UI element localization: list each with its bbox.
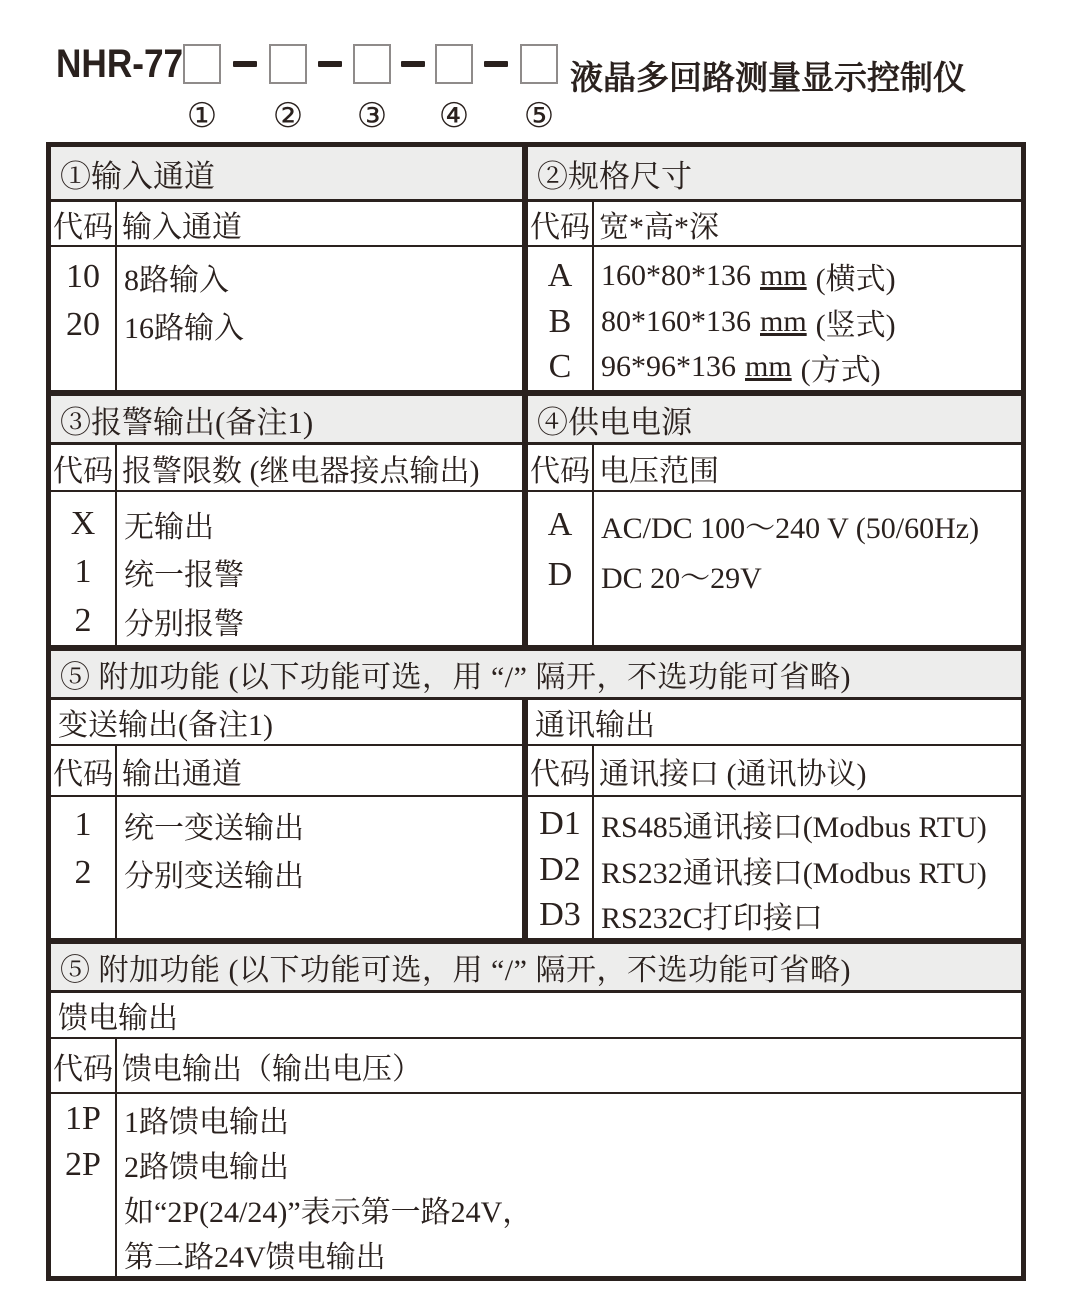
code-cell: 1 <box>74 553 92 591</box>
transmit-output-header: 变送输出(备注1) <box>51 700 528 744</box>
position-marker-3: ③ <box>356 98 388 135</box>
feed-output-header: 馈电输出 <box>51 990 1021 1037</box>
s5f-code-col-header: 代码 <box>51 1039 117 1092</box>
section5-banner: ⑤ 附加功能 (以下功能可选，用 “/” 隔开，不选功能可省略) <box>51 645 1021 697</box>
s5t-code-col-header: 代码 <box>51 746 117 795</box>
desc-cell <box>594 299 1021 345</box>
desc-cell: 无输出 <box>124 511 214 545</box>
orientation-note: (横式) <box>815 262 896 296</box>
desc-cell: AC/DC 100～240 V (50/60Hz) <box>601 512 980 545</box>
code-cell: 2 <box>74 601 92 639</box>
column-header-row <box>51 1037 1021 1092</box>
product-name: 液晶多回路测量显示控制仪 <box>570 59 966 96</box>
dimension-unit: mm <box>760 258 807 292</box>
model-segment-box-3 <box>353 44 391 84</box>
model-segment-box-2 <box>269 44 307 84</box>
s5t-desc-col-header: 输出通道 <box>122 757 242 791</box>
code-cell: A <box>547 256 573 294</box>
code-cell: 20 <box>66 306 100 343</box>
code-cell: 10 <box>66 258 100 295</box>
dimension-value: 80*160*136 <box>601 304 751 338</box>
s4-code-col-header: 代码 <box>528 445 594 490</box>
s5f-codes <box>51 1094 117 1276</box>
code-cell: D <box>547 556 573 593</box>
dimension-unit: mm <box>745 350 792 384</box>
desc-cell: RS232C打印接口 <box>601 902 823 936</box>
s1-desc-col-header: 输入通道 <box>122 210 242 244</box>
position-marker-2: ② <box>272 98 304 135</box>
code-cell: D2 <box>539 850 581 888</box>
desc-cell: RS232通讯接口(Modbus RTU) <box>601 856 987 890</box>
data-row <box>51 245 1021 390</box>
column-header-row <box>51 744 1021 795</box>
s1-descriptions <box>117 247 522 390</box>
s2-desc-col-header: 宽*高*深 <box>599 210 719 244</box>
model-segment-box-1 <box>183 44 221 84</box>
s5t-descriptions <box>117 797 522 938</box>
desc-cell: 8路输入 <box>124 264 229 297</box>
section-header-row-1-2 <box>51 147 1021 199</box>
position-marker-1: ① <box>186 98 218 135</box>
s4-codes <box>528 492 594 645</box>
code-cell: X <box>70 505 96 543</box>
s4-descriptions <box>594 492 1021 645</box>
section-header-row-3-4 <box>51 390 1021 442</box>
s1-codes <box>51 247 117 390</box>
section3-header: ③报警输出(备注1) <box>51 396 528 442</box>
desc-cell: RS485通讯接口(Modbus RTU) <box>601 810 987 844</box>
desc-cell: 第二路24V馈电输出 <box>124 1240 386 1274</box>
s3-desc-col-header: 报警限数 (继电器接点输出) <box>122 454 480 488</box>
s3-code-col-header: 代码 <box>51 445 117 490</box>
section2-header: ②规格尺寸 <box>537 158 692 194</box>
code-cell: 2P <box>65 1146 101 1183</box>
data-row <box>51 1092 1021 1276</box>
desc-cell: 如“2P(24/24)”表示第一路24V， <box>124 1195 533 1229</box>
dimension-value: 96*96*136 <box>601 350 736 384</box>
s5c-desc-col-header: 通讯接口 (通讯协议) <box>599 757 867 791</box>
code-cell: B <box>548 302 572 340</box>
subsection-header-row <box>51 697 1021 744</box>
desc-cell: 统一变送输出 <box>124 812 304 845</box>
code-cell: 1 <box>74 806 92 843</box>
s5c-code-col-header: 代码 <box>528 746 594 795</box>
s5t-codes <box>51 797 117 938</box>
data-row <box>51 490 1021 645</box>
column-header-row <box>51 442 1021 490</box>
desc-cell: 分别变送输出 <box>124 860 304 893</box>
ordering-spec-table <box>46 142 1026 1281</box>
desc-cell: 统一报警 <box>124 559 244 593</box>
section1-header: ①输入通道 <box>51 147 528 199</box>
desc-cell: DC 20～29V <box>601 562 762 595</box>
code-cell: D3 <box>539 896 581 934</box>
s2-codes <box>528 247 594 390</box>
dash-separator <box>401 61 425 67</box>
model-segment-box-5 <box>520 44 558 84</box>
model-segment-box-4 <box>435 44 473 84</box>
position-marker-4: ④ <box>438 98 470 135</box>
section5-banner: ⑤ 附加功能 (以下功能可选，用 “/” 隔开，不选功能可省略) <box>51 938 1021 990</box>
orientation-note: (方式) <box>800 354 881 388</box>
data-row <box>51 795 1021 938</box>
desc-cell: 16路输入 <box>124 312 244 345</box>
s5c-descriptions <box>594 797 1021 938</box>
s5c-codes <box>528 797 594 938</box>
s4-desc-col-header: 电压范围 <box>599 454 719 488</box>
desc-cell: 2路馈电输出 <box>124 1150 289 1184</box>
dimension-value: 160*80*136 <box>601 258 751 292</box>
model-prefix: NHR-77 <box>56 42 184 86</box>
dash-separator <box>318 61 342 67</box>
desc-cell: 分别报警 <box>124 607 244 641</box>
s2-code-col-header: 代码 <box>528 202 594 245</box>
s5f-descriptions <box>117 1094 1021 1276</box>
dash-separator <box>233 61 257 67</box>
code-cell: A <box>547 506 573 543</box>
s3-codes <box>51 492 117 645</box>
s5f-desc-col-header: 馈电输出（输出电压） <box>122 1052 422 1086</box>
desc-cell <box>594 253 1021 299</box>
desc-cell: 1路馈电输出 <box>124 1105 289 1139</box>
dimension-unit: mm <box>760 304 807 338</box>
section4-header: ④供电电源 <box>537 404 692 440</box>
code-cell: D1 <box>539 804 581 842</box>
desc-cell <box>594 344 1021 390</box>
comm-output-header: 通讯输出 <box>535 709 655 742</box>
code-cell: C <box>548 348 572 386</box>
orientation-note: (竖式) <box>815 308 896 342</box>
code-cell: 2 <box>74 854 92 891</box>
code-cell: 1P <box>65 1100 101 1137</box>
position-marker-5: ⑤ <box>523 98 555 135</box>
column-header-row <box>51 199 1021 245</box>
dash-separator <box>484 61 508 67</box>
s3-descriptions <box>117 492 522 645</box>
s1-code-col-header: 代码 <box>51 202 117 245</box>
s2-descriptions <box>594 247 1021 390</box>
